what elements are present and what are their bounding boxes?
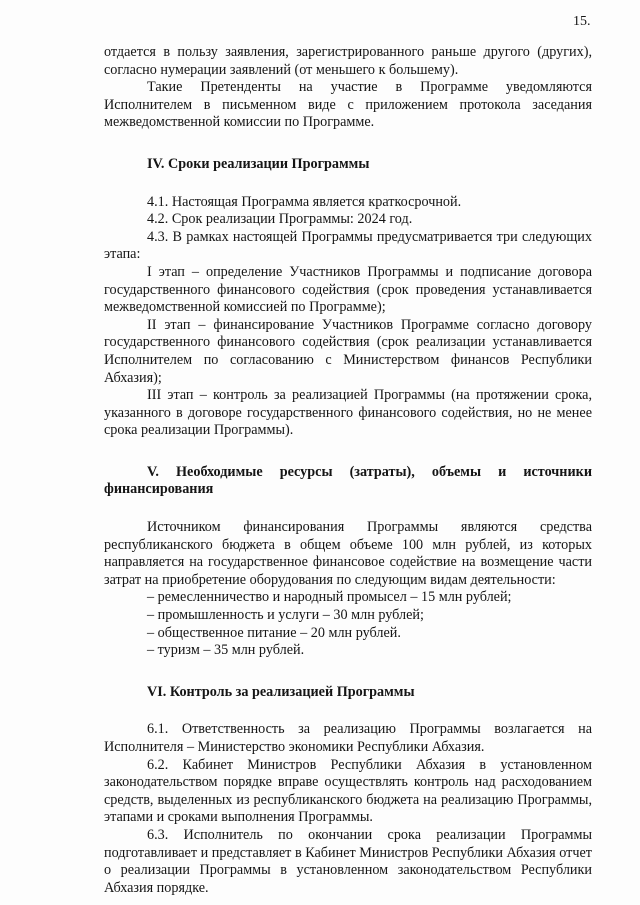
section-4-stage-1: I этап – определение Участников Программы и подписание договора государственного финансового содействия (срок проведения устанавливается межведомственной комиссией по Программе); <box>104 263 592 316</box>
section-4-stage-3: III этап – контроль за реализацией Программы (на протяжении срока, указанного в договоре государственного финансового содействия, но не менее срока реализации Программы). <box>104 387 592 439</box>
section-4-paragraph-3: 4.3. В рамках настоящей Программы предусматривается три следующих этапа: <box>104 228 592 263</box>
section-5-heading: V. Необходимые ресурсы (затраты), объемы и источники финансирования <box>104 463 592 498</box>
section-5-paragraph-1: Источником финансирования Программы являются средства республиканского бюджета в общем объеме 100 млн рублей, из которых направляется на государственное финансовое содействие на возмещение части затрат на приобретение оборудования по следующим видам деятельности: <box>104 519 592 588</box>
page-number: 15. <box>573 14 591 29</box>
funding-list-item: – ремесленничество и народный промысел – 15 млн рублей; <box>147 589 512 606</box>
section-6-paragraph-3: 6.3. Исполнитель по окончании срока реализации Программы подготавливает и представляет в Кабинет Министров Республики Абхазия отчет о реализации Программы в установленном законодательством Республики Абхазия порядке. <box>104 826 592 896</box>
section-6-heading: VI. Контроль за реализацией Программы <box>147 683 415 700</box>
section-4-paragraph-1: 4.1. Настоящая Программа является краткосрочной. <box>147 193 462 210</box>
document-body <box>104 44 592 897</box>
section-4-paragraph-2: 4.2. Срок реализации Программы: 2024 год. <box>147 211 413 228</box>
section-6-paragraph-2: 6.2. Кабинет Министров Республики Абхазия в установленном законодательством порядке вправе осуществлять контроль над расходованием средств, выделенных из республиканского бюджета на реализацию Программы, этапами и сроками выполнения Программы. <box>104 756 592 826</box>
section-6-paragraph-1: 6.1. Ответственность за реализацию Программы возлагается на Исполнителя – Министерство экономики Республики Абхазия. <box>104 721 592 755</box>
section-4-stage-2: II этап – финансирование Участников Программе согласно договору государственного финансового содействия (срок реализации устанавливается Исполнителем по согласованию с Министерством финансов Республики Абхазия); <box>104 316 592 386</box>
intro-paragraph-2: Такие Претенденты на участие в Программе уведомляются Исполнителем в письменном виде с приложением протокола заседания межведомственной комиссии по Программе. <box>104 79 592 131</box>
funding-list-item: – промышленность и услуги – 30 млн рублей; <box>147 607 424 624</box>
section-4-heading: IV. Сроки реализации Программы <box>147 155 370 172</box>
intro-paragraph-1: отдается в пользу заявления, зарегистрированного раньше другого (других), согласно нумерации заявлений (от меньшего к большему). <box>104 44 592 78</box>
funding-list-item: – общественное питание – 20 млн рублей. <box>147 624 401 641</box>
funding-list-item: – туризм – 35 млн рублей. <box>147 642 305 659</box>
